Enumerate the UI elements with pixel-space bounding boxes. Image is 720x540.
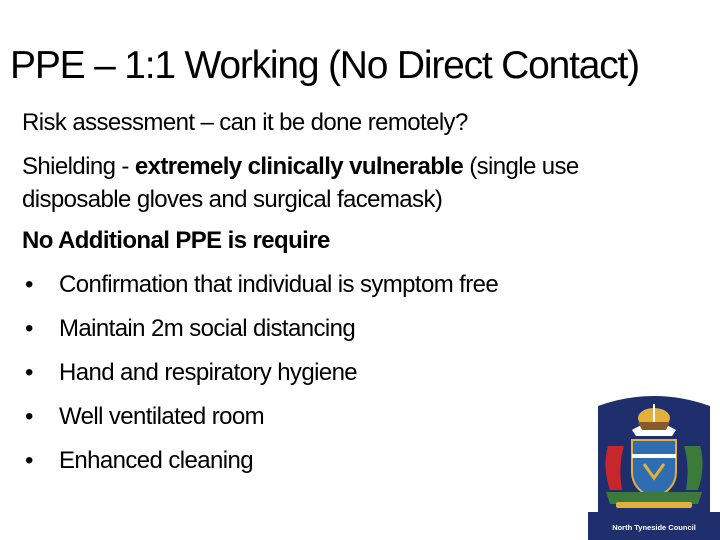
bullet-icon: • — [25, 315, 33, 342]
bullet-icon: • — [25, 447, 33, 474]
bullet-item — [22, 444, 682, 477]
bullet-icon: • — [25, 359, 33, 386]
council-crest-logo — [588, 386, 720, 540]
bullet-text: Hand and respiratory hygiene — [59, 359, 358, 386]
bullet-item — [22, 268, 682, 301]
bullet-item — [22, 312, 682, 345]
shielding-prefix: Shielding - — [22, 153, 135, 180]
slide-body — [22, 106, 682, 488]
motto-scroll-icon — [616, 502, 692, 508]
shielding-suffix: (single use disposable gloves and surgical facemask) — [22, 153, 579, 213]
shield-icon — [632, 440, 676, 498]
bullet-text: Confirmation that individual is symptom free — [59, 271, 499, 298]
bullet-text: Maintain 2m social distancing — [59, 315, 356, 342]
logo-caption: North Tyneside Council — [612, 523, 696, 532]
bullet-item — [22, 356, 682, 389]
shielding-emphasis: extremely clinically vulnerable — [134, 153, 464, 180]
risk-assessment-line: Risk assessment – can it be done remotely? — [22, 109, 468, 136]
bullet-item — [22, 400, 682, 433]
bullet-text: Well ventilated room — [59, 403, 264, 430]
bullet-icon: • — [25, 403, 33, 430]
ship-icon — [638, 422, 670, 430]
bullet-icon: • — [25, 271, 33, 298]
slide-title: PPE – 1:1 Working (No Direct Contact) — [10, 44, 639, 87]
shielding-line — [22, 150, 682, 216]
no-additional-ppe-line: No Additional PPE is require — [22, 227, 330, 254]
bullet-text: Enhanced cleaning — [59, 447, 253, 474]
